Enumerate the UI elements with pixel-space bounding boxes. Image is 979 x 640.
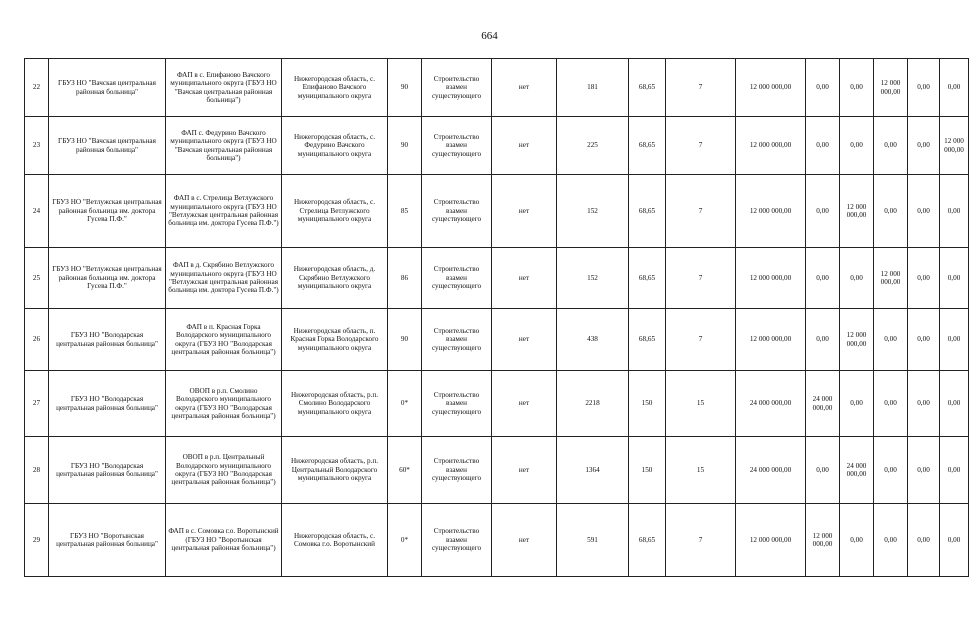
- table-row: [25, 248, 969, 309]
- population-cell: 152: [557, 248, 629, 309]
- address-cell: Нижегородская область, с. Епифаново Вачского муниципального округа: [282, 59, 388, 117]
- cost-cell: 12 000 000,00: [736, 117, 806, 175]
- wear-cell: 0*: [388, 371, 422, 437]
- staff-cell: 7: [666, 59, 736, 117]
- row-number: 23: [25, 117, 49, 175]
- page-number: 664: [481, 30, 498, 42]
- year1-cell: 0,00: [806, 175, 840, 248]
- table-row: [25, 437, 969, 504]
- year5-cell: 0,00: [940, 504, 969, 577]
- year3-cell: 12 000 000,00: [874, 248, 908, 309]
- year4-cell: 0,00: [908, 59, 940, 117]
- facility-cell: ФАП в с. Сомовка г.о. Воротынский (ГБУЗ НО "Воротынская центральная районная больница"): [166, 504, 282, 577]
- year2-cell: 24 000 000,00: [840, 437, 874, 504]
- year4-cell: 0,00: [908, 504, 940, 577]
- land-cell: нет: [492, 371, 557, 437]
- staff-cell: 15: [666, 437, 736, 504]
- address-cell: Нижегородская область, д. Скрябино Ветлужского муниципального округа: [282, 248, 388, 309]
- year5-cell: 0,00: [940, 371, 969, 437]
- work-type-cell: Строительство взамен существующего: [422, 309, 492, 371]
- facility-cell: ФАП в с. Стрелица Ветлужского муниципального округа (ГБУЗ НО "Ветлужская центральная районная больница им. доктора Гусева П.Ф."): [166, 175, 282, 248]
- land-cell: нет: [492, 437, 557, 504]
- year1-cell: 12 000 000,00: [806, 504, 840, 577]
- organization-cell: ГБУЗ НО "Володарская центральная районная больница": [49, 437, 166, 504]
- address-cell: Нижегородская область, р.п. Смолино Володарского муниципального округа: [282, 371, 388, 437]
- address-cell: Нижегородская область, с. Стрелица Ветлужского муниципального округа: [282, 175, 388, 248]
- year4-cell: 0,00: [908, 437, 940, 504]
- facility-cell: ОВОП в р.п. Центральный Володарского муниципального округа (ГБУЗ НО "Володарская центральная районная больница"): [166, 437, 282, 504]
- cost-cell: 12 000 000,00: [736, 248, 806, 309]
- year2-cell: 12 000 000,00: [840, 175, 874, 248]
- year4-cell: 0,00: [908, 248, 940, 309]
- year2-cell: 12 000 000,00: [840, 309, 874, 371]
- wear-cell: 90: [388, 59, 422, 117]
- row-number: 22: [25, 59, 49, 117]
- wear-cell: 86: [388, 248, 422, 309]
- cost-cell: 12 000 000,00: [736, 59, 806, 117]
- area-cell: 68,65: [629, 309, 666, 371]
- table-row: [25, 175, 969, 248]
- wear-cell: 90: [388, 309, 422, 371]
- year2-cell: 0,00: [840, 59, 874, 117]
- cost-cell: 12 000 000,00: [736, 504, 806, 577]
- year3-cell: 0,00: [874, 437, 908, 504]
- cost-cell: 24 000 000,00: [736, 437, 806, 504]
- year1-cell: 0,00: [806, 437, 840, 504]
- address-cell: Нижегородская область, п. Красная Горка Володарского муниципального округа: [282, 309, 388, 371]
- year3-cell: 0,00: [874, 309, 908, 371]
- address-cell: Нижегородская область, с. Сомовка г.о. Воротынский: [282, 504, 388, 577]
- population-cell: 1364: [557, 437, 629, 504]
- work-type-cell: Строительство взамен существующего: [422, 59, 492, 117]
- year1-cell: 0,00: [806, 309, 840, 371]
- area-cell: 68,65: [629, 117, 666, 175]
- address-cell: Нижегородская область, р.п. Центральный Володарского муниципального округа: [282, 437, 388, 504]
- table-row: [25, 309, 969, 371]
- staff-cell: 7: [666, 117, 736, 175]
- year3-cell: 12 000 000,00: [874, 59, 908, 117]
- population-cell: 591: [557, 504, 629, 577]
- year4-cell: 0,00: [908, 175, 940, 248]
- organization-cell: ГБУЗ НО "Ветлужская центральная районная больница им. доктора Гусева П.Ф.": [49, 175, 166, 248]
- year4-cell: 0,00: [908, 371, 940, 437]
- population-cell: 2218: [557, 371, 629, 437]
- table-row: [25, 371, 969, 437]
- organization-cell: ГБУЗ НО "Володарская центральная районная больница": [49, 309, 166, 371]
- row-number: 26: [25, 309, 49, 371]
- facility-cell: ФАП с. Федурино Вачского муниципального округа (ГБУЗ НО "Вачская центральная районная больница"): [166, 117, 282, 175]
- year4-cell: 0,00: [908, 117, 940, 175]
- year3-cell: 0,00: [874, 175, 908, 248]
- year1-cell: 24 000 000,00: [806, 371, 840, 437]
- wear-cell: 90: [388, 117, 422, 175]
- year5-cell: 0,00: [940, 248, 969, 309]
- population-cell: 225: [557, 117, 629, 175]
- facility-cell: ФАП в д. Скрябино Ветлужского муниципального округа (ГБУЗ НО "Ветлужская центральная районная больница им. доктора Гусева П.Ф."): [166, 248, 282, 309]
- row-number: 27: [25, 371, 49, 437]
- wear-cell: 0*: [388, 504, 422, 577]
- facility-cell: ФАП в с. Епифаново Вачского муниципального округа (ГБУЗ НО "Вачская центральная районная больница"): [166, 59, 282, 117]
- row-number: 28: [25, 437, 49, 504]
- row-number: 25: [25, 248, 49, 309]
- area-cell: 68,65: [629, 59, 666, 117]
- year3-cell: 0,00: [874, 371, 908, 437]
- table-row: [25, 59, 969, 117]
- cost-cell: 12 000 000,00: [736, 309, 806, 371]
- organization-cell: ГБУЗ НО "Володарская центральная районная больница": [49, 371, 166, 437]
- year2-cell: 0,00: [840, 371, 874, 437]
- wear-cell: 60*: [388, 437, 422, 504]
- work-type-cell: Строительство взамен существующего: [422, 504, 492, 577]
- staff-cell: 7: [666, 309, 736, 371]
- land-cell: нет: [492, 248, 557, 309]
- year1-cell: 0,00: [806, 59, 840, 117]
- land-cell: нет: [492, 117, 557, 175]
- work-type-cell: Строительство взамен существующего: [422, 371, 492, 437]
- cost-cell: 12 000 000,00: [736, 175, 806, 248]
- area-cell: 68,65: [629, 175, 666, 248]
- area-cell: 150: [629, 437, 666, 504]
- staff-cell: 7: [666, 504, 736, 577]
- organization-cell: ГБУЗ НО "Вачская центральная районная больница": [49, 59, 166, 117]
- year1-cell: 0,00: [806, 248, 840, 309]
- staff-cell: 15: [666, 371, 736, 437]
- work-type-cell: Строительство взамен существующего: [422, 437, 492, 504]
- facility-cell: ФАП в п. Красная Горка Володарского муниципального округа (ГБУЗ НО "Володарская центральная районная больница"): [166, 309, 282, 371]
- land-cell: нет: [492, 309, 557, 371]
- staff-cell: 7: [666, 175, 736, 248]
- year5-cell: 0,00: [940, 59, 969, 117]
- area-cell: 68,65: [629, 248, 666, 309]
- population-cell: 152: [557, 175, 629, 248]
- year2-cell: 0,00: [840, 248, 874, 309]
- land-cell: нет: [492, 59, 557, 117]
- table-row: [25, 504, 969, 577]
- land-cell: нет: [492, 175, 557, 248]
- work-type-cell: Строительство взамен существующего: [422, 248, 492, 309]
- organization-cell: ГБУЗ НО "Ветлужская центральная районная больница им. доктора Гусева П.Ф.": [49, 248, 166, 309]
- year2-cell: 0,00: [840, 117, 874, 175]
- table-row: [25, 117, 969, 175]
- row-number: 29: [25, 504, 49, 577]
- row-number: 24: [25, 175, 49, 248]
- facility-cell: ОВОП в р.п. Смолино Володарского муниципального округа (ГБУЗ НО "Володарская центральная районная больница"): [166, 371, 282, 437]
- year5-cell: 0,00: [940, 309, 969, 371]
- staff-cell: 7: [666, 248, 736, 309]
- area-cell: 68,65: [629, 504, 666, 577]
- address-cell: Нижегородская область, с. Федурино Вачского муниципального округа: [282, 117, 388, 175]
- population-cell: 438: [557, 309, 629, 371]
- year2-cell: 0,00: [840, 504, 874, 577]
- year5-cell: 0,00: [940, 175, 969, 248]
- land-cell: нет: [492, 504, 557, 577]
- work-type-cell: Строительство взамен существующего: [422, 175, 492, 248]
- wear-cell: 85: [388, 175, 422, 248]
- year3-cell: 0,00: [874, 117, 908, 175]
- organization-cell: ГБУЗ НО "Вачская центральная районная больница": [49, 117, 166, 175]
- year5-cell: 0,00: [940, 437, 969, 504]
- year4-cell: 0,00: [908, 309, 940, 371]
- facilities-table: [24, 58, 969, 577]
- area-cell: 150: [629, 371, 666, 437]
- year5-cell: 12 000 000,00: [940, 117, 969, 175]
- work-type-cell: Строительство взамен существующего: [422, 117, 492, 175]
- cost-cell: 24 000 000,00: [736, 371, 806, 437]
- year1-cell: 0,00: [806, 117, 840, 175]
- organization-cell: ГБУЗ НО "Воротынская центральная районная больница": [49, 504, 166, 577]
- population-cell: 181: [557, 59, 629, 117]
- year3-cell: 0,00: [874, 504, 908, 577]
